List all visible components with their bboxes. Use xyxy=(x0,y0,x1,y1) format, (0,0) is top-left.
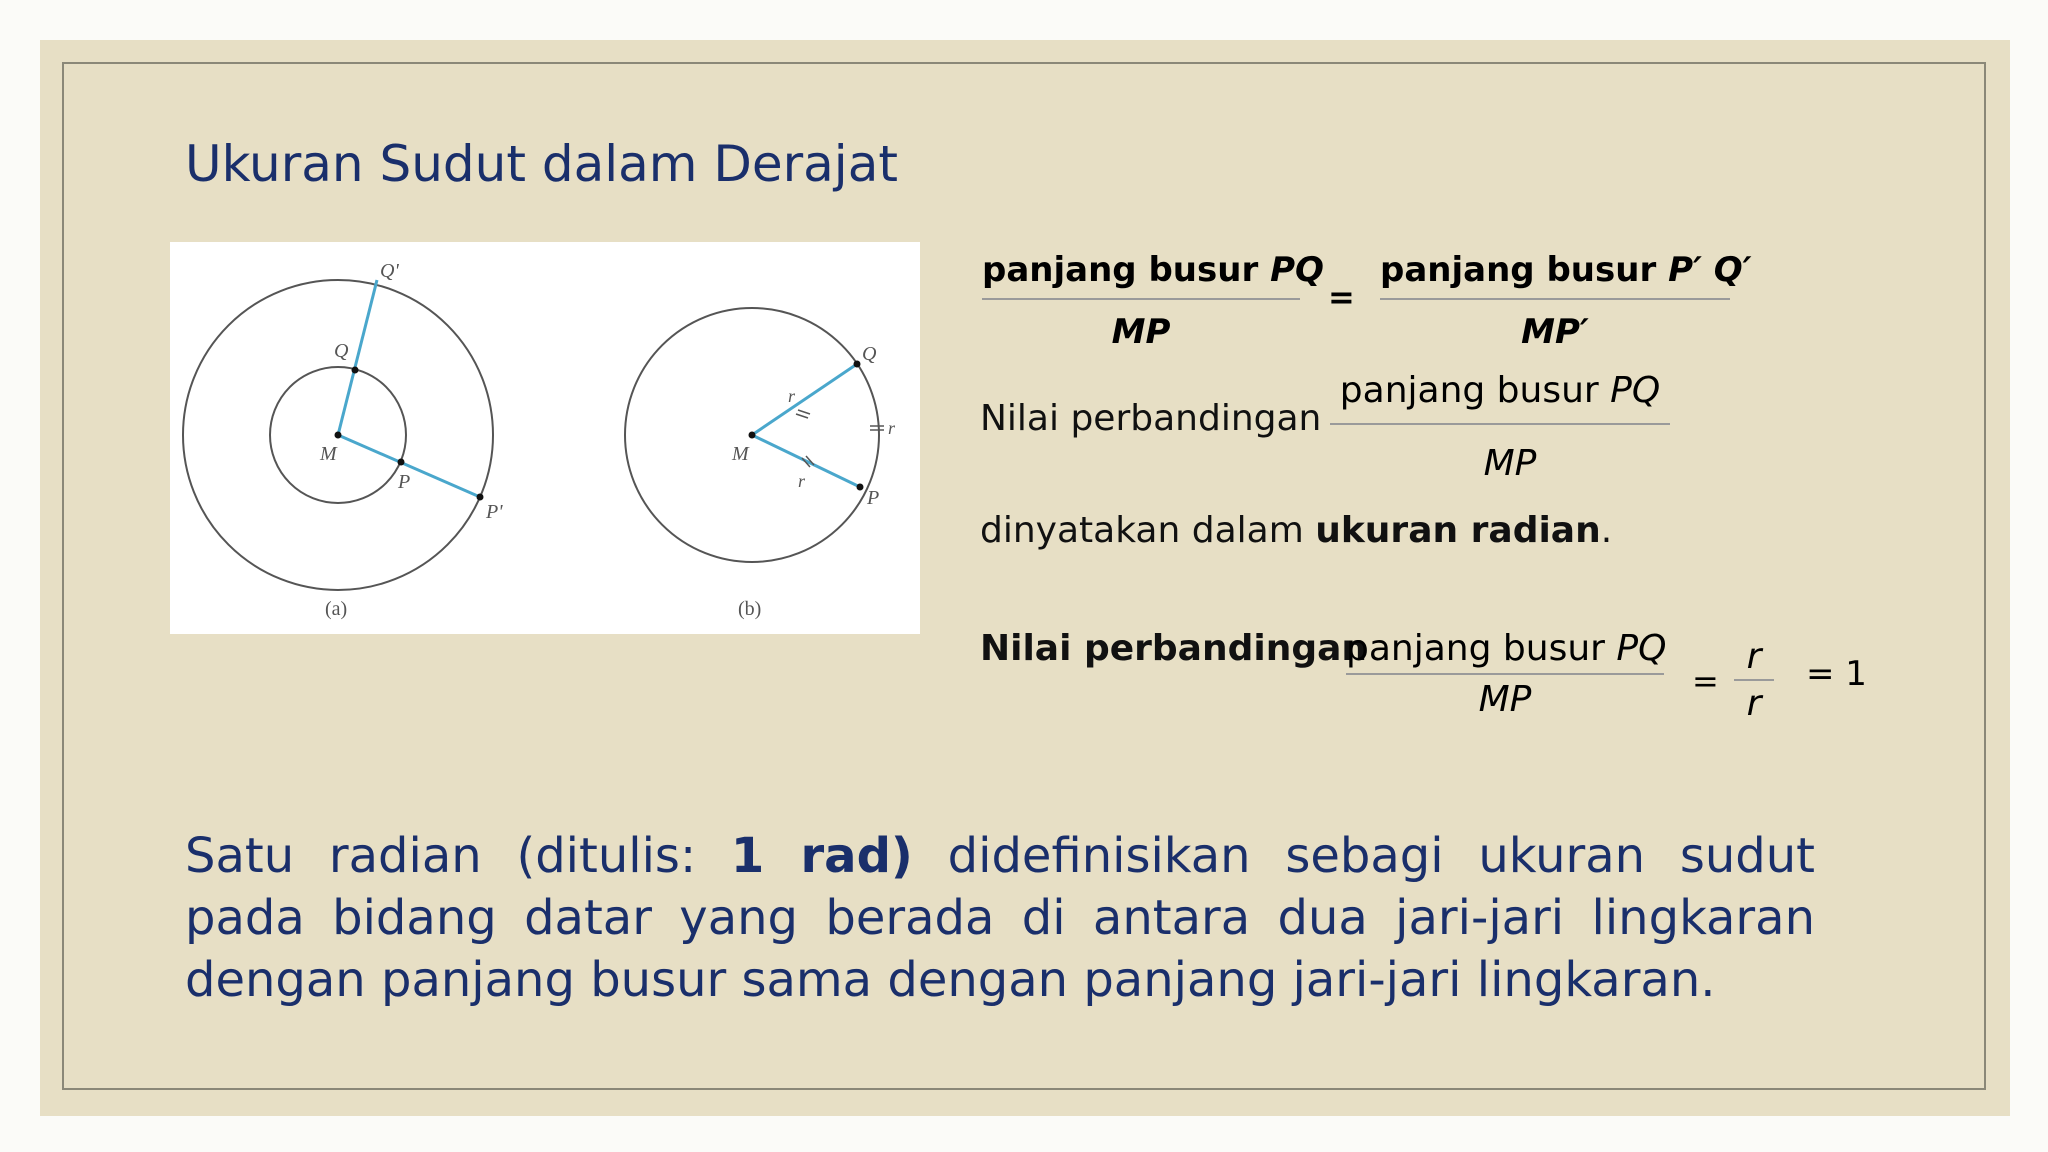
label-P-b: P xyxy=(867,487,880,509)
label-P-prime-a: P' xyxy=(486,501,503,523)
caption-a: (a) xyxy=(325,598,348,620)
radius-MP-b xyxy=(752,435,860,487)
eq2-num-var: PQ xyxy=(1610,370,1661,411)
eq1-right-num-text: panjang busur xyxy=(1380,250,1669,290)
slide-title: Ukuran Sudut dalam Derajat xyxy=(185,135,898,193)
circle-figure xyxy=(170,242,920,634)
definition-word-2: radian xyxy=(328,828,482,884)
radian-statement-suffix: . xyxy=(1600,510,1613,551)
radian-definition xyxy=(185,825,1815,1011)
definition-line-3: dengan panjang busur sama dengan panjang jari-jari lingkaran. xyxy=(185,952,1716,1008)
label-Q-b: Q xyxy=(862,343,877,365)
eq2-numerator xyxy=(1330,370,1670,425)
eq4-r-numerator xyxy=(1734,636,1774,681)
definition-word-3: (ditulis: xyxy=(516,828,697,884)
point-P-a xyxy=(398,459,405,466)
eq1-right-fraction xyxy=(1380,250,1752,352)
definition-word-1: Satu xyxy=(185,828,295,884)
label-Q-prime: Q' xyxy=(380,260,399,282)
eq4-equals-one: = 1 xyxy=(1806,654,1867,694)
eq1-left-num-var: PQ xyxy=(1270,250,1324,290)
point-P-prime-a xyxy=(477,494,484,501)
eq4-equals-1: = xyxy=(1692,662,1719,700)
label-P-a: P xyxy=(398,471,411,493)
definition-strong: 1 rad) xyxy=(730,828,913,884)
tick-mark-2 xyxy=(796,414,808,418)
eq4-den-var: MP xyxy=(1478,679,1532,720)
circle-diagram xyxy=(170,242,920,634)
eq4-num-text: panjang busur xyxy=(1346,628,1617,669)
point-P-b xyxy=(857,484,864,491)
eq1-right-num-var: P′ Q′ xyxy=(1668,250,1752,290)
definition-line-1 xyxy=(185,825,1815,887)
label-r-3: r xyxy=(888,418,896,438)
eq4-numerator xyxy=(1346,628,1667,675)
eq2-denominator xyxy=(1330,425,1670,484)
label-Q-a: Q xyxy=(334,340,349,362)
eq2-label: Nilai perbandingan xyxy=(980,398,1322,439)
eq1-equals: = xyxy=(1328,278,1355,316)
eq4-fraction xyxy=(1346,628,1667,720)
radian-statement xyxy=(980,510,1612,551)
radian-statement-prefix: dinyatakan dalam xyxy=(980,510,1316,551)
label-M-b: M xyxy=(732,443,749,465)
eq4-r-num-var: r xyxy=(1746,636,1762,677)
eq4-label: Nilai perbandingan xyxy=(980,628,1368,669)
definition-line-2: pada bidang datar yang berada di antara dua jari-jari lingkaran xyxy=(185,890,1815,946)
eq1-left-den-var: MP xyxy=(1111,312,1171,352)
label-r-1: r xyxy=(788,386,796,406)
eq2-den-var: MP xyxy=(1483,443,1537,484)
eq4-denominator xyxy=(1346,675,1664,720)
eq1-right-denominator xyxy=(1380,300,1730,352)
radius-MQ-b xyxy=(752,364,857,435)
eq1-left-denominator xyxy=(982,300,1300,352)
point-Q-b xyxy=(854,361,861,368)
slide xyxy=(40,40,2010,1116)
eq1-left-numerator xyxy=(982,250,1324,300)
point-Q-a xyxy=(352,367,359,374)
tick-mark-1 xyxy=(798,410,810,414)
eq1-left-fraction xyxy=(982,250,1324,352)
eq4-num-var: PQ xyxy=(1616,628,1667,669)
point-M-b xyxy=(749,432,756,439)
eq4-r-denominator xyxy=(1734,681,1774,724)
label-r-2: r xyxy=(798,471,806,491)
eq1-left-num-text: panjang busur xyxy=(982,250,1271,290)
caption-b: (b) xyxy=(738,598,762,620)
eq4-r-den-var: r xyxy=(1746,683,1762,724)
eq4-r-fraction xyxy=(1734,636,1774,724)
radian-statement-bold: ukuran radian xyxy=(1315,510,1601,551)
eq1-right-numerator xyxy=(1380,250,1752,300)
definition-line-1-rest: didefinisikan sebagi ukuran sudut xyxy=(947,828,1816,884)
eq2-num-text: panjang busur xyxy=(1339,370,1611,411)
point-M-a xyxy=(335,432,342,439)
label-M-a: M xyxy=(320,443,337,465)
eq1-right-den-var: MP′ xyxy=(1521,312,1589,352)
eq2-fraction xyxy=(1330,370,1670,484)
